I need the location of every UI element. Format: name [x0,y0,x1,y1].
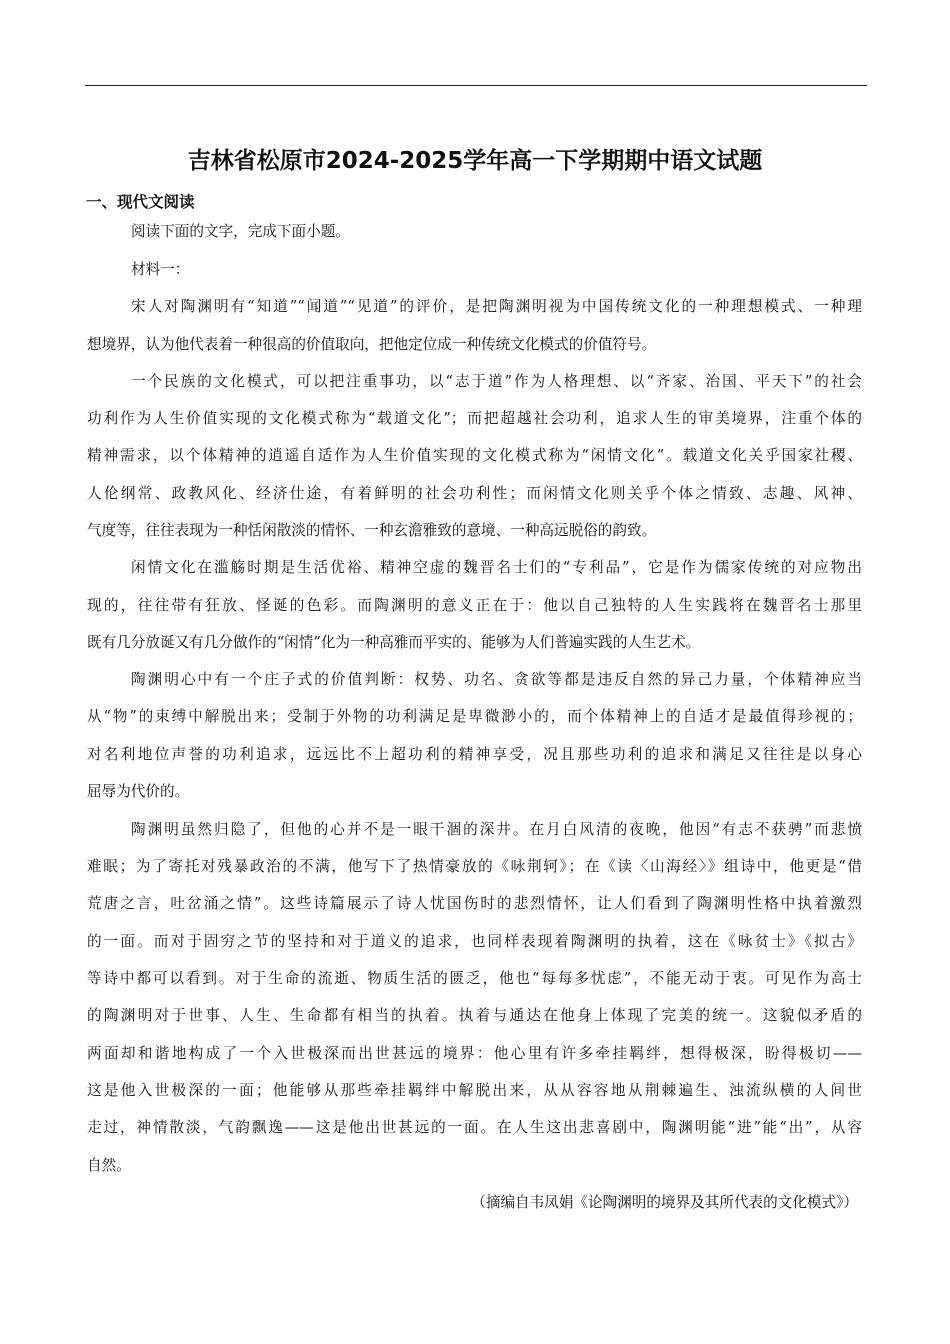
paragraph-line: 对名利地位声誉的功利追求，远远比不上超功利的精神享受，况且那些功利的追求和满足又往往是以身心 [87,746,862,763]
paragraph-line: 气度等，往往表现为一种恬闲散淡的情怀、一种玄澹雅致的意境、一种高远脱俗的韵致。 [87,522,657,539]
paragraph-line: 既有几分放诞又有几分做作的“闲情”化为一种高雅而平实的、能够为人们普遍实践的人生艺术。 [87,634,701,651]
paragraph-line: 等诗中都可以看到。对于生命的流逝、物质生活的匮乏，他也“每每多忧虑”，不能无动于衷。可见作为高士 [87,970,862,987]
paragraph-line: 陶渊明心中有一个庄子式的价值判断：权势、功名、贪欲等都是违反自然的异己力量，个体精神应当 [131,671,862,688]
paragraph-line: 功利作为人生价值实现的文化模式称为“载道文化”；而把超越社会功利，追求人生的审美境界，注重个体的 [87,410,862,427]
paragraph-line: 的陶渊明对于世事、人生、生命都有相当的执着。执着与通达在他身上体现了完美的统一。这貌似矛盾的 [87,1007,862,1024]
paragraph-line: 宋人对陶渊明有“知道”“闻道”“见道”的评价，是把陶渊明视为中国传统文化的一种理想模式、一种理 [131,298,862,315]
paragraph-line: 荒唐之言，吐岔涌之情”。这些诗篇展示了诗人忧国伤时的悲烈情怀，让人们看到了陶渊明性格中执着激烈 [87,895,862,912]
paragraph-line: 屈辱为代价的。 [87,783,190,800]
instruction-text: 阅读下面的文字，完成下面小题。 [131,223,350,240]
header-rule [85,85,867,86]
paragraph-line: 走过，神情散淡，气韵飘逸——这是他出世甚远的一面。在人生这出悲喜剧中，陶渊明能“进”能“出”，从容 [87,1119,862,1136]
section-heading: 一、现代文阅读 [86,193,195,211]
paragraph-line: 人伦纲常、政教风化、经济仕途，有着鲜明的社会功利性；而闲情文化则关乎个体之情致、志趣、风神、 [87,485,862,502]
source-citation: （摘编自韦凤娟《论陶渊明的境界及其所代表的文化模式》） [471,1194,858,1211]
paragraph-line: 精神需求，以个体精神的逍遥自适作为人生价值实现的文化模式称为“闲情文化”。载道文化关乎国家社稷、 [87,447,862,464]
paragraph-line: 陶渊明虽然归隐了，但他的心并不是一眼干涸的深井。在月白风清的夜晚，他因“有志不获骋”而悲愤 [131,821,862,838]
paragraph-line: 难眠；为了寄托对残暴政治的不满，他写下了热情豪放的《咏荆轲》；在《读〈山海经〉》组诗中，他更是“借 [87,858,862,875]
paragraph-line: 自然。 [87,1157,131,1174]
page-title: 吉林省松原市2024-2025学年高一下学期期中语文试题 [187,148,763,174]
paragraph-line: 一个民族的文化模式，可以把注重事功，以“志于道”作为人格理想、以“齐家、治国、平天下”的社会 [131,373,862,390]
material-label: 材料一： [131,261,190,278]
paragraph-line: 闲情文化在滥觞时期是生活优裕、精神空虚的魏晋名士们的“专利品”，它是作为儒家传统的对应物出 [131,559,862,576]
paragraph-line: 现的，往往带有狂放、怪诞的色彩。而陶渊明的意义正在于：他以自己独特的人生实践将在魏晋名士那里 [87,597,862,614]
paragraph-line: 的一面。而对于固穷之节的坚持和对于道义的追求，也同样表现着陶渊明的执着，这在《咏贫士》《拟古》 [87,933,862,950]
paragraph-line: 想境界，认为他代表着一种很高的价值取向，把他定位成一种传统文化模式的价值符号。 [87,336,657,353]
paragraph-line: 两面却和谐地构成了一个入世极深而出世甚远的境界：他心里有许多牵挂羁绊，想得极深，盼得极切—— [87,1045,862,1062]
paragraph-line: 从“物”的束缚中解脱出来；受制于外物的功利满足是卑微渺小的，而个体精神上的自适才是最值得珍视的； [87,708,862,725]
paragraph-line: 这是他入世极深的一面；他能够从那些牵挂羁绊中解脱出来，从从容容地从荆棘遍生、浊流纵横的人间世 [87,1082,862,1099]
